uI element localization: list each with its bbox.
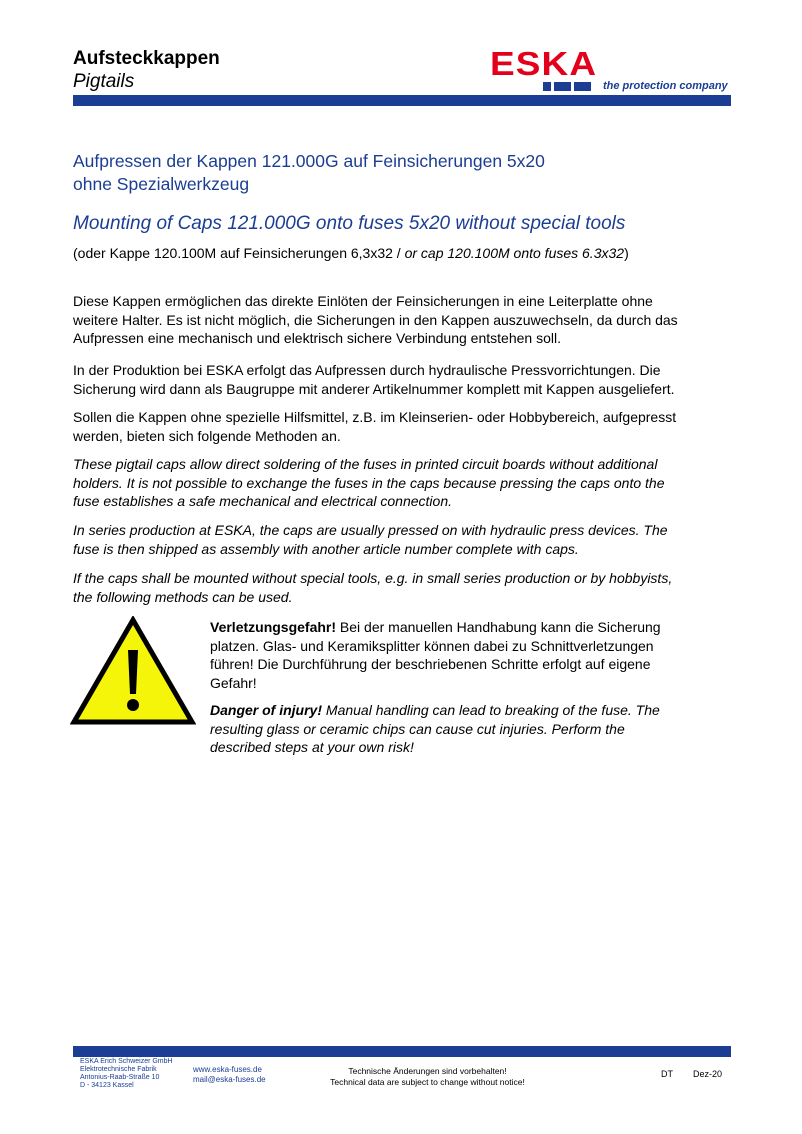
footer-date: Dez-20 [693,1069,723,1079]
note-close: ) [624,245,629,261]
paragraph-en-1 [73,455,723,511]
warning-triangle-icon [70,616,196,726]
paragraph-de-1 [73,292,723,348]
text-span: Bei der manuellen Handhabung kann die Sicherung [336,619,661,635]
note-german: oder Kappe 120.100M auf Feinsicherungen 6,3x32 / [77,245,405,261]
heading-german-line: ohne Spezialwerkzeug [73,174,250,194]
text-line: Antonius-Raab-Straße 10 [80,1074,160,1081]
warning-english [210,701,710,757]
text-line: the following methods can be used. [73,588,293,605]
heading-german-line: Aufpressen der Kappen 121.000G auf Feinsicherungen 5x20 [73,151,545,171]
text-line: Technische Änderungen sind vorbehalten! [348,1066,507,1076]
warning-english-label: Danger of injury! [210,702,323,718]
text-line: werden, bieten sich folgende Methoden an. [73,427,341,444]
text-line: Diese Kappen ermöglichen das direkte Einlöten der Feinsicherungen in eine Leiterplatte ohne [73,293,653,309]
text-line: These pigtail caps allow direct soldering of the fuses in printed circuit boards without additional [73,456,658,472]
note-english: or cap 120.100M onto fuses 6.3x32 [404,245,625,261]
text-line: Aufpressen eine mechanisch und elektrisch sichere Verbindung entstehen soll. [73,330,561,346]
text-line [210,618,710,637]
document-title: Aufsteckkappen [73,48,220,69]
warning-german [210,618,710,692]
website-link[interactable]: www.eska-fuses.de [193,1065,262,1074]
text-line: platzen. Glas- und Keramiksplitter können dabei zu Schnittverletzungen [210,637,654,654]
heading-german [73,150,545,196]
logo-tagline: the protection company [603,80,728,92]
text-line: Elektrotechnische Fabrik [80,1066,157,1073]
text-line: described steps at your own risk! [210,739,414,755]
text-line: holders. It is not possible to exchange the fuses in the caps because pressing the caps onto the [73,474,665,491]
text-line: Technical data are subject to change without notice! [330,1077,525,1087]
text-line: weitere Halter. Es ist nicht möglich, die Sicherungen in den Kappen auszuwechseln, da durch das [73,311,678,328]
text-span: Manual handling can lead to breaking of the fuse. The [322,702,660,718]
logo-bars [543,82,591,91]
text-line: resulting glass or ceramic chips can cause cut injuries. Perform the [210,720,625,737]
eska-logo: ESKA [490,45,598,82]
text-line: ESKA Erich Schweizer GmbH [80,1058,173,1065]
text-line: Gefahr! [210,674,257,691]
text-line: If the caps shall be mounted without special tools, e.g. in small series production or by hobbyists, [73,570,673,586]
footer-contact [193,1065,266,1085]
text-line: fuse establishes a safe mechanical and electrical connection. [73,493,452,509]
warning-german-label: Verletzungsgefahr! [210,619,337,635]
text-line: D - 34123 Kassel [80,1082,134,1089]
paragraph-de-3 [73,408,723,445]
text-line: fuse is then shipped as assembly with another article number complete with caps. [73,540,579,557]
text-line [210,701,710,720]
header-divider-bar [73,95,731,106]
alternative-cap-note [73,243,629,263]
note-open: ( [73,245,78,261]
footer-company-address [80,1058,173,1090]
text-line: führen! Die Durchführung der beschriebenen Schritte erfolgt auf eigene [210,656,651,672]
text-line: In der Produktion bei ESKA erfolgt das Aufpressen durch hydraulische Pressvorrichtungen. Die [73,362,661,378]
document-subtitle: Pigtails [73,71,135,92]
footer-divider-bar [73,1046,731,1057]
paragraph-en-2 [73,521,723,558]
text-line: Sollen die Kappen ohne spezielle Hilfsmittel, z.B. im Kleinserien- oder Hobbybereich, aufgepresst [73,409,677,425]
email-link[interactable]: mail@eska-fuses.de [193,1075,266,1084]
paragraph-de-2 [73,361,723,398]
footer-notice [300,1066,555,1088]
text-line: Sicherung wird dann als Baugruppe mit anderer Artikelnummer komplett mit Kappen ausgeliefert. [73,380,675,397]
footer-language: DT [661,1069,673,1079]
text-line: In series production at ESKA, the caps are usually pressed on with hydraulic press devices. The [73,522,668,538]
paragraph-en-3 [73,569,723,606]
heading-english: Mounting of Caps 121.000G onto fuses 5x20 without special tools [73,213,626,234]
